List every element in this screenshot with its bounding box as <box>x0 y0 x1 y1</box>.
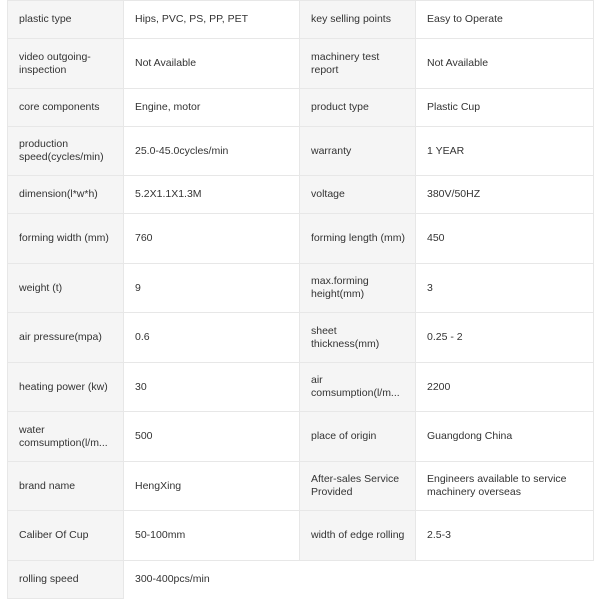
table-row <box>8 313 594 363</box>
spec-label: rolling speed <box>8 561 124 599</box>
table-row <box>8 264 594 313</box>
spec-value: Plastic Cup <box>416 89 594 127</box>
table-row <box>8 462 594 511</box>
spec-value: 50-100mm <box>124 511 300 561</box>
table-row <box>8 511 594 561</box>
spec-label: place of origin <box>300 412 416 462</box>
spec-label: video outgoing-inspection <box>8 39 124 89</box>
table-row <box>8 214 594 264</box>
spec-label: sheet thickness(mm) <box>300 313 416 363</box>
spec-value: 9 <box>124 264 300 313</box>
spec-label: air pressure(mpa) <box>8 313 124 363</box>
table-row <box>8 1 594 39</box>
table-row <box>8 89 594 127</box>
spec-label: water comsumption(l/m... <box>8 412 124 462</box>
spec-value: 450 <box>416 214 594 264</box>
spec-value: Hips, PVC, PS, PP, PET <box>124 1 300 39</box>
spec-value: Engine, motor <box>124 89 300 127</box>
spec-label: machinery test report <box>300 39 416 89</box>
spec-value: Engineers available to service machinery overseas <box>416 462 594 511</box>
spec-value: 2.5-3 <box>416 511 594 561</box>
spec-value: 300-400pcs/min <box>124 561 594 599</box>
spec-label: brand name <box>8 462 124 511</box>
spec-value: Not Available <box>124 39 300 89</box>
table-row <box>8 363 594 412</box>
spec-value: 5.2X1.1X1.3M <box>124 176 300 214</box>
spec-label: max.forming height(mm) <box>300 264 416 313</box>
table-row <box>8 127 594 176</box>
spec-label: After-sales Service Provided <box>300 462 416 511</box>
spec-label: Caliber Of Cup <box>8 511 124 561</box>
spec-value: HengXing <box>124 462 300 511</box>
spec-value: 25.0-45.0cycles/min <box>124 127 300 176</box>
spec-value: 0.6 <box>124 313 300 363</box>
spec-table-container <box>7 0 593 599</box>
spec-label: warranty <box>300 127 416 176</box>
spec-label: forming length (mm) <box>300 214 416 264</box>
product-spec-table <box>7 0 594 599</box>
spec-value: 30 <box>124 363 300 412</box>
spec-label: voltage <box>300 176 416 214</box>
spec-label: production speed(cycles/min) <box>8 127 124 176</box>
spec-value: Guangdong China <box>416 412 594 462</box>
spec-label: product type <box>300 89 416 127</box>
spec-value: 1 YEAR <box>416 127 594 176</box>
spec-value: 2200 <box>416 363 594 412</box>
spec-label: key selling points <box>300 1 416 39</box>
spec-value: Easy to Operate <box>416 1 594 39</box>
spec-label: width of edge rolling <box>300 511 416 561</box>
spec-label: core components <box>8 89 124 127</box>
spec-value: 500 <box>124 412 300 462</box>
spec-label: dimension(l*w*h) <box>8 176 124 214</box>
spec-value: 760 <box>124 214 300 264</box>
table-row <box>8 412 594 462</box>
spec-label: weight (t) <box>8 264 124 313</box>
spec-label: forming width (mm) <box>8 214 124 264</box>
spec-value: 3 <box>416 264 594 313</box>
spec-value: Not Available <box>416 39 594 89</box>
table-row <box>8 561 594 599</box>
spec-label: heating power (kw) <box>8 363 124 412</box>
spec-label: air comsumption(l/m... <box>300 363 416 412</box>
table-row <box>8 176 594 214</box>
spec-label: plastic type <box>8 1 124 39</box>
spec-value: 0.25 - 2 <box>416 313 594 363</box>
table-row <box>8 39 594 89</box>
spec-value: 380V/50HZ <box>416 176 594 214</box>
